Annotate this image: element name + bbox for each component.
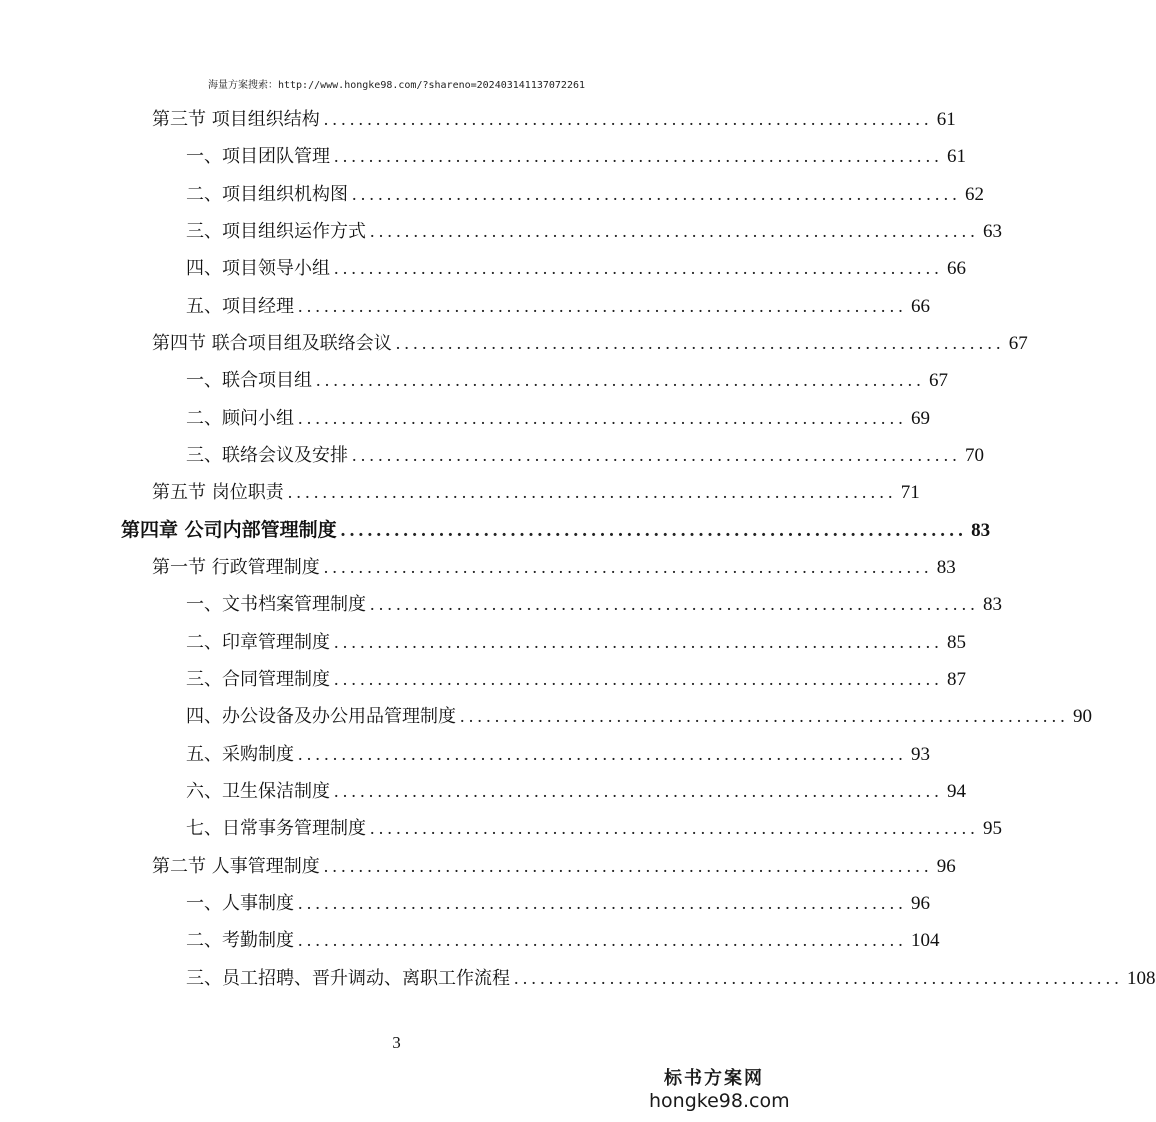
toc-entry-page: 83 [983,594,1002,615]
toc-leader-dots: ...................................................................... [340,520,968,541]
toc-entry-page: 62 [965,184,984,205]
toc-entry-label: 五、采购制度 [186,744,294,765]
toc-leader-dots: ...................................................................... [298,296,907,316]
toc-entry[interactable] [186,176,984,212]
toc-entry-page: 90 [1073,706,1092,727]
toc-entry-page: 83 [971,520,991,541]
toc-entry-page: 63 [983,221,1002,242]
toc-entry-label: 二、项目组织机构图 [186,184,348,205]
toc-entry-page: 70 [965,445,984,466]
toc-entry-page: 66 [911,296,930,317]
toc-entry-page: 104 [911,930,940,951]
toc-leader-dots: ...................................................................... [287,482,897,502]
toc-leader-dots: ...................................................................... [298,930,907,950]
toc-leader-dots: ...................................................................... [370,818,979,838]
toc-entry[interactable] [152,848,956,884]
toc-entry-label: 五、项目经理 [186,296,294,317]
toc-entry-page: 96 [936,856,956,877]
toc-leader-dots: ...................................................................... [395,333,1005,353]
toc-entry-label: 一、联合项目组 [186,370,312,391]
toc-entry-page: 93 [911,744,930,765]
toc-leader-dots: ...................................................................... [298,893,907,913]
toc-entry[interactable] [152,549,956,585]
toc-entry[interactable] [186,624,966,660]
toc-entry-label: 六、卫生保洁制度 [186,781,330,802]
toc-chapter-entry[interactable] [121,512,991,548]
toc-entry-label: 第三节 项目组织结构 [152,109,320,130]
toc-entry-label: 第二节 人事管理制度 [152,856,320,877]
toc-leader-dots: ...................................................................... [334,669,943,689]
toc-entry[interactable] [186,288,930,324]
toc-entry-label: 一、文书档案管理制度 [186,594,366,615]
toc-entry-page: 83 [936,557,956,578]
toc-entry-label: 四、项目领导小组 [186,258,330,279]
toc-entry[interactable] [186,362,948,398]
toc-entry-label: 七、日常事务管理制度 [186,818,366,839]
toc-entry-label: 第四章 公司内部管理制度 [121,519,337,541]
toc-entry-label: 三、合同管理制度 [186,669,330,690]
toc-leader-dots: ...................................................................... [323,109,933,129]
toc-leader-dots: ...................................................................... [514,968,1123,988]
toc-leader-dots: ...................................................................... [370,221,979,241]
toc-leader-dots: ...................................................................... [316,370,925,390]
toc-entry-page: 95 [983,818,1002,839]
toc-entry-page: 61 [947,146,966,167]
site-watermark [649,1064,790,1112]
page-header-url: 海量方案搜索：http://www.hongke98.com/?shareno=202403141137072261 [207,80,586,91]
toc-entry[interactable] [186,810,1002,846]
watermark-title: 标书方案网 [664,1068,764,1089]
toc-entry-label: 四、办公设备及办公用品管理制度 [186,706,456,727]
toc-entry-page: 96 [911,893,930,914]
toc-entry-label: 二、印章管理制度 [186,632,330,653]
toc-entry[interactable] [186,586,1002,622]
toc-leader-dots: ...................................................................... [323,856,933,876]
toc-entry[interactable] [186,698,1092,734]
toc-leader-dots: ...................................................................... [370,594,979,614]
toc-entry-label: 一、人事制度 [186,893,294,914]
toc-entry[interactable] [186,213,1002,249]
toc-entry-label: 三、项目组织运作方式 [186,221,366,242]
toc-entry[interactable] [186,400,930,436]
toc-entry[interactable] [186,138,966,174]
toc-entry-page: 66 [947,258,966,279]
toc-entry[interactable] [152,325,1028,361]
toc-leader-dots: ...................................................................... [334,258,943,278]
toc-entry-page: 69 [911,408,930,429]
toc-leader-dots: ...................................................................... [352,184,961,204]
toc-entry-page: 71 [900,482,920,503]
toc-entry-page: 87 [947,669,966,690]
toc-leader-dots: ...................................................................... [323,557,933,577]
toc-entry-label: 一、项目团队管理 [186,146,330,167]
toc-entry[interactable] [186,661,966,697]
toc-entry-page: 67 [1008,333,1028,354]
toc-entry[interactable] [186,922,940,958]
toc-entry-label: 二、顾问小组 [186,408,294,429]
toc-entry[interactable] [152,474,920,510]
toc-entry-label: 三、员工招聘、晋升调动、离职工作流程 [186,968,510,989]
toc-entry-page: 94 [947,781,966,802]
toc-leader-dots: ...................................................................... [334,781,943,801]
toc-leader-dots: ...................................................................... [460,706,1069,726]
toc-entry-label: 第五节 岗位职责 [152,482,284,503]
toc-entry-label: 第四节 联合项目组及联络会议 [152,333,392,354]
toc-leader-dots: ...................................................................... [298,408,907,428]
toc-entry[interactable] [186,960,1156,996]
toc-entry-label: 二、考勤制度 [186,930,294,951]
toc-leader-dots: ...................................................................... [298,744,907,764]
toc-entry-page: 67 [929,370,948,391]
toc-entry[interactable] [152,101,956,137]
toc-entry[interactable] [186,885,930,921]
page-number: 3 [392,1033,401,1052]
toc-entry[interactable] [186,250,966,286]
toc-entry-page: 85 [947,632,966,653]
toc-entry-label: 三、联络会议及安排 [186,445,348,466]
toc-leader-dots: ...................................................................... [334,146,943,166]
toc-leader-dots: ...................................................................... [352,445,961,465]
toc-entry-page: 108 [1127,968,1156,989]
toc-entry[interactable] [186,773,966,809]
watermark-domain: hongke98.com [649,1090,790,1112]
toc-leader-dots: ...................................................................... [334,632,943,652]
toc-entry[interactable] [186,736,930,772]
toc-entry-page: 61 [936,109,956,130]
toc-entry-label: 第一节 行政管理制度 [152,557,320,578]
toc-entry[interactable] [186,437,984,473]
